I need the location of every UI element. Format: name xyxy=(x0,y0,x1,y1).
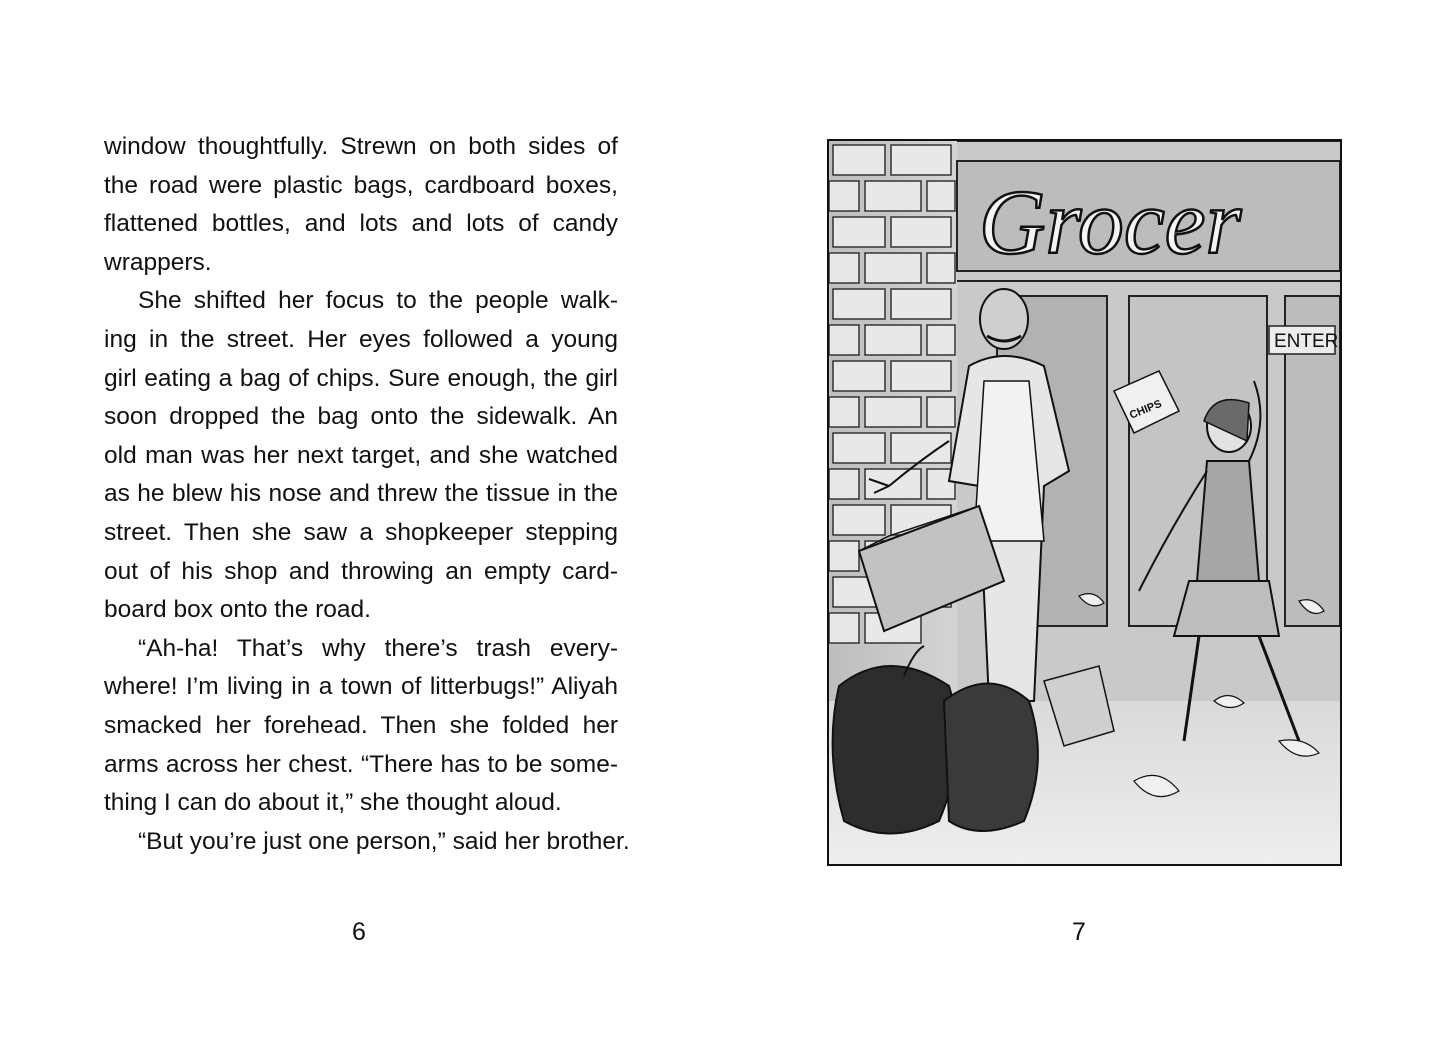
text-line: window thoughtfully. Strewn on both sides of xyxy=(104,133,618,160)
text-line: arms across her chest. “There has to be some- xyxy=(104,750,618,778)
text-line: “But you’re just one person,” said her brother. xyxy=(138,827,630,855)
page-number-right: 7 xyxy=(1072,918,1086,946)
store-sign: Grocer xyxy=(979,171,1242,273)
text-line: girl eating a bag of chips. Sure enough, the girl xyxy=(104,364,618,392)
text-line: where! I’m living in a town of litterbugs!” Aliyah xyxy=(104,673,618,701)
text-line: soon dropped the bag onto the sidewalk. An xyxy=(104,403,618,431)
page-number-left: 6 xyxy=(352,918,366,946)
paragraph-3 xyxy=(104,630,618,823)
illustration-frame xyxy=(827,139,1342,866)
chips-label: CHIPS xyxy=(1127,397,1164,422)
illustration xyxy=(829,141,1340,864)
text-line: the road were plastic bags, cardboard boxes, xyxy=(104,171,618,199)
text-line: “Ah-ha! That’s why there’s trash every- xyxy=(138,634,618,662)
paragraph-2 xyxy=(104,282,618,629)
text-line: wrappers. xyxy=(104,248,212,276)
text-line: smacked her forehead. Then she folded her xyxy=(104,711,618,739)
text-line: thing I can do about it,” she thought aloud. xyxy=(104,789,562,817)
text-line: flattened bottles, and lots and lots of candy xyxy=(104,210,618,238)
paragraph-1 xyxy=(104,128,618,282)
text-line: old man was her next target, and she watched xyxy=(104,441,618,469)
text-line: out of his shop and throwing an empty card- xyxy=(104,557,618,585)
text-line: street. Then she saw a shopkeeper stepping xyxy=(104,518,618,546)
text-line: She shifted her focus to the people walk- xyxy=(138,287,618,315)
text-line: as he blew his nose and threw the tissue in the xyxy=(104,480,618,508)
paragraph-4 xyxy=(104,823,630,862)
left-page-text xyxy=(104,128,630,861)
text-line: ing in the street. Her eyes followed a young xyxy=(104,325,618,353)
door-sign: ENTER xyxy=(1274,331,1339,352)
text-line: board box onto the road. xyxy=(104,596,371,624)
